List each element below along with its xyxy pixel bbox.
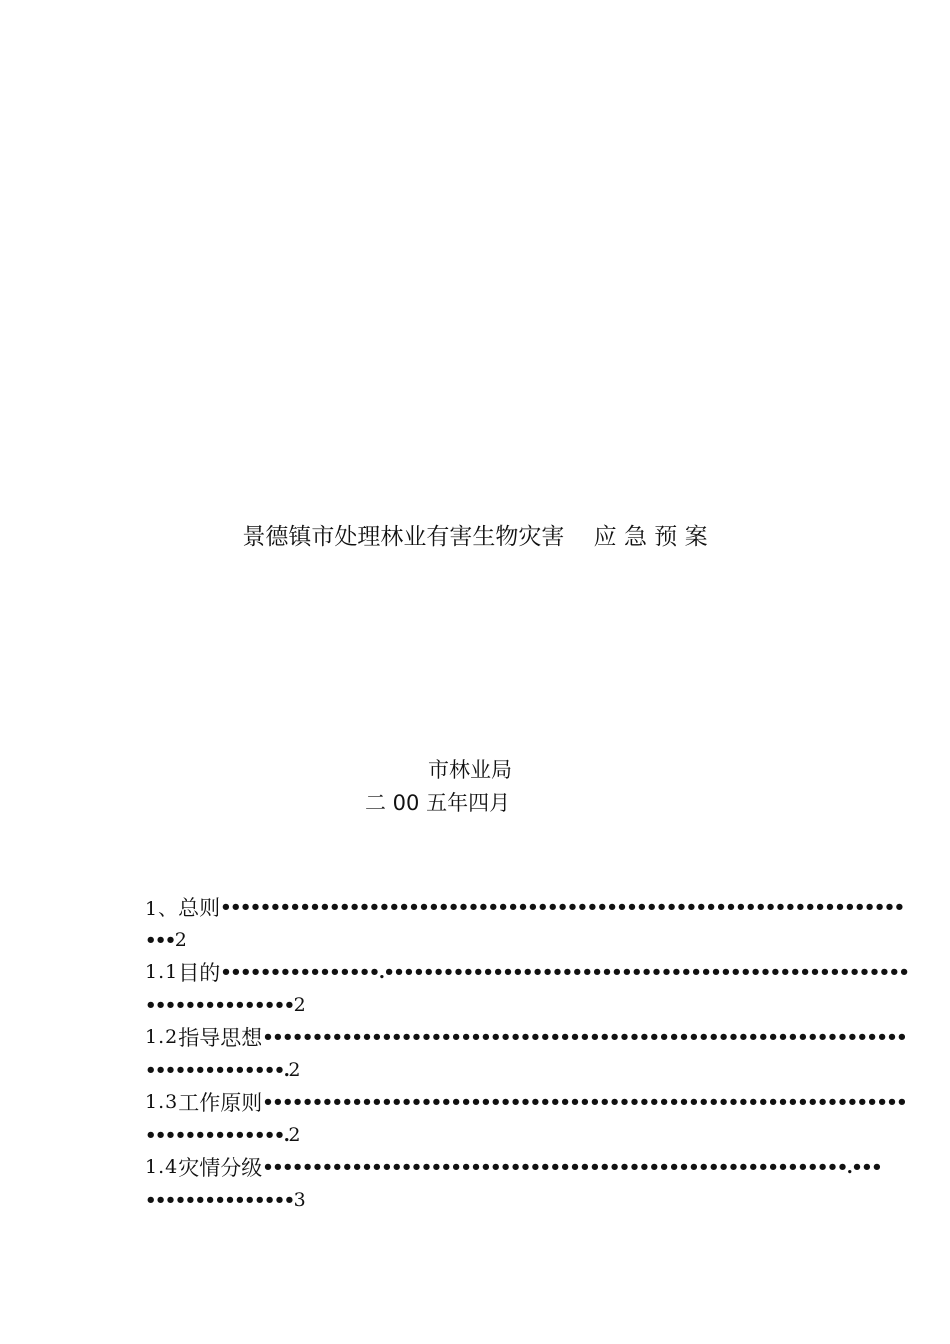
toc-leader-dots: •••••••••••••••••••••••••••••••••••••••••••••••••••••••••••.••• [262,1156,881,1178]
toc-entry-number: 1.1 [145,961,179,983]
toc-entry-number: 1.3 [145,1091,179,1113]
toc-leader-dots: ••••••••••••••. [145,1059,289,1081]
table-of-contents [145,892,909,1217]
toc-page-number: 2 [293,994,306,1016]
toc-entry-label: 灾情分级 [178,1156,263,1180]
toc-entry-number: 1.2 [145,1026,179,1048]
toc-page-number: 2 [288,1059,301,1081]
toc-leader-dots: ••••••••••••••• [145,994,294,1016]
toc-entry-label: 指导思想 [178,1026,263,1050]
toc-leader-dots: ••••••••••••••••••••••••••••••••••••••••••••••••••••••••••••••••• [262,1091,907,1113]
toc-entry [145,1087,907,1152]
toc-entry [145,1152,881,1217]
toc-entry-number: 1、 [145,897,179,920]
toc-page-number: 2 [288,1124,301,1146]
toc-leader-dots: ••••••••••••••••••••••••••••••••••••••••••••••••••••••••••••••••• [262,1026,907,1048]
toc-leader-dots: ••••••••••••••. [145,1124,289,1146]
toc-leader-dots: ••••••••••••••••.••••••••••••••••••••••••••••••••••••••••••••••••••••• [220,961,909,983]
toc-page-number: 3 [293,1189,306,1211]
toc-entry [145,892,904,957]
toc-entry [145,1022,907,1087]
toc-entry-label: 目的 [178,961,221,985]
toc-entry-label: 总则 [178,896,221,920]
toc-page-number: 2 [174,929,187,951]
issue-date: 二 00 五年四月 [365,791,511,815]
toc-entry-number: 1.4 [145,1156,179,1178]
toc-entry-label: 工作原则 [178,1091,263,1115]
toc-leader-dots: ••• [145,929,175,951]
toc-leader-dots: ••••••••••••••••••••••••••••••••••••••••••••••••••••••••••••••••••••• [220,896,904,918]
toc-entry [145,957,909,1022]
toc-leader-dots: ••••••••••••••• [145,1189,294,1211]
document-title: 景德镇市处理林业有害生物灾害 应 急 预 案 [242,524,708,550]
issuing-organization: 市林业局 [428,758,512,782]
